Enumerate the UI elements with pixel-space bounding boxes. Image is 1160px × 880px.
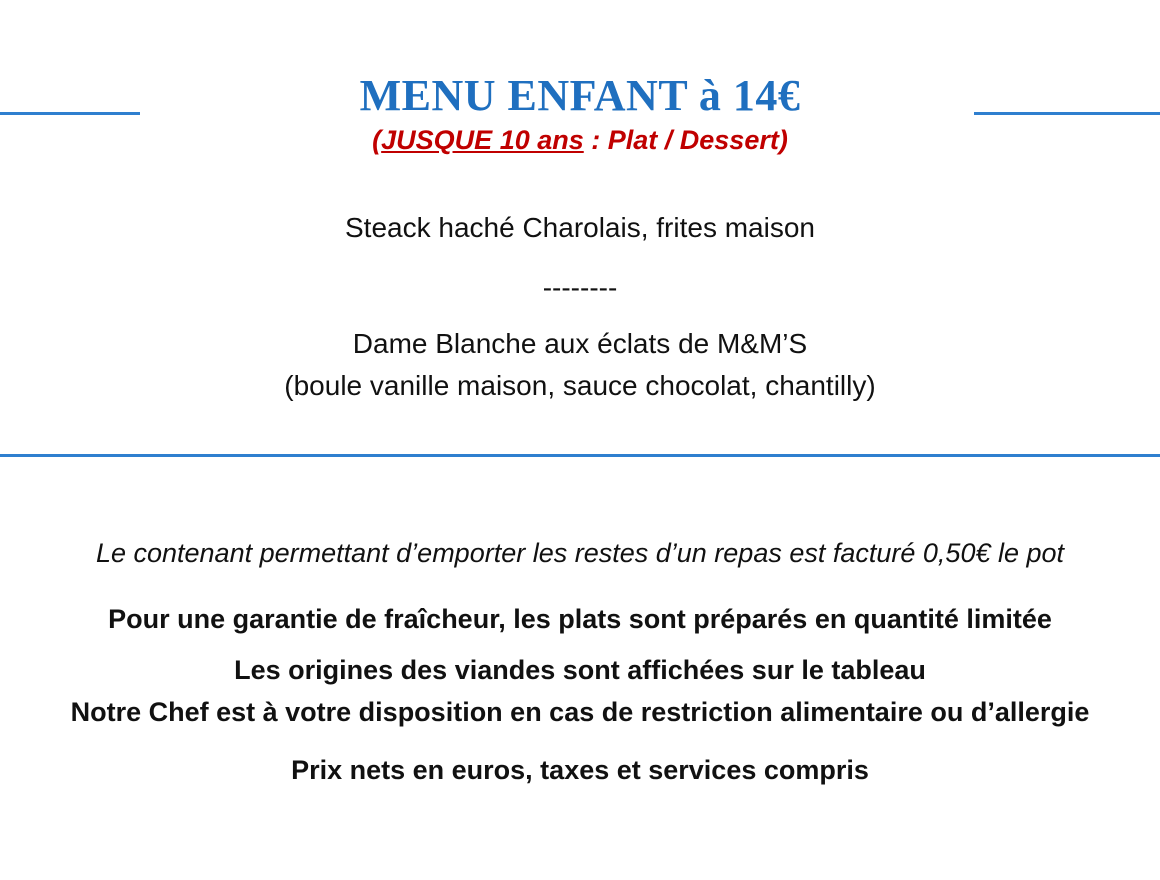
- menu-subtitle: [0, 125, 1160, 156]
- dessert: Dame Blanche aux éclats de M&M’S: [352, 328, 808, 359]
- chef-allergy-note: Notre Chef est à votre disposition en cas de restriction alimentaire ou d’allergie: [70, 697, 1090, 727]
- dessert-detail: (boule vanille maison, sauce chocolat, chantilly): [284, 370, 876, 401]
- course-separator: --------: [542, 272, 618, 303]
- main-dish: Steack haché Charolais, frites maison: [345, 212, 815, 243]
- meat-origins-note: Les origines des viandes sont affichées sur le tableau: [234, 655, 926, 685]
- subtitle-open-paren: (: [372, 125, 382, 155]
- subtitle-age-limit: JUSQUE 10 ans: [381, 125, 584, 155]
- freshness-note: Pour une garantie de fraîcheur, les plats sont préparés en quantité limitée: [108, 604, 1052, 634]
- menu-title: MENU ENFANT à 14€: [359, 71, 801, 120]
- section-divider: [0, 454, 1160, 457]
- prices-note: Prix nets en euros, taxes et services compris: [291, 755, 869, 785]
- container-fee-note: Le contenant permettant d’emporter les restes d’un repas est facturé 0,50€ le pot: [95, 538, 1065, 568]
- subtitle-courses: : Plat / Dessert): [583, 125, 788, 155]
